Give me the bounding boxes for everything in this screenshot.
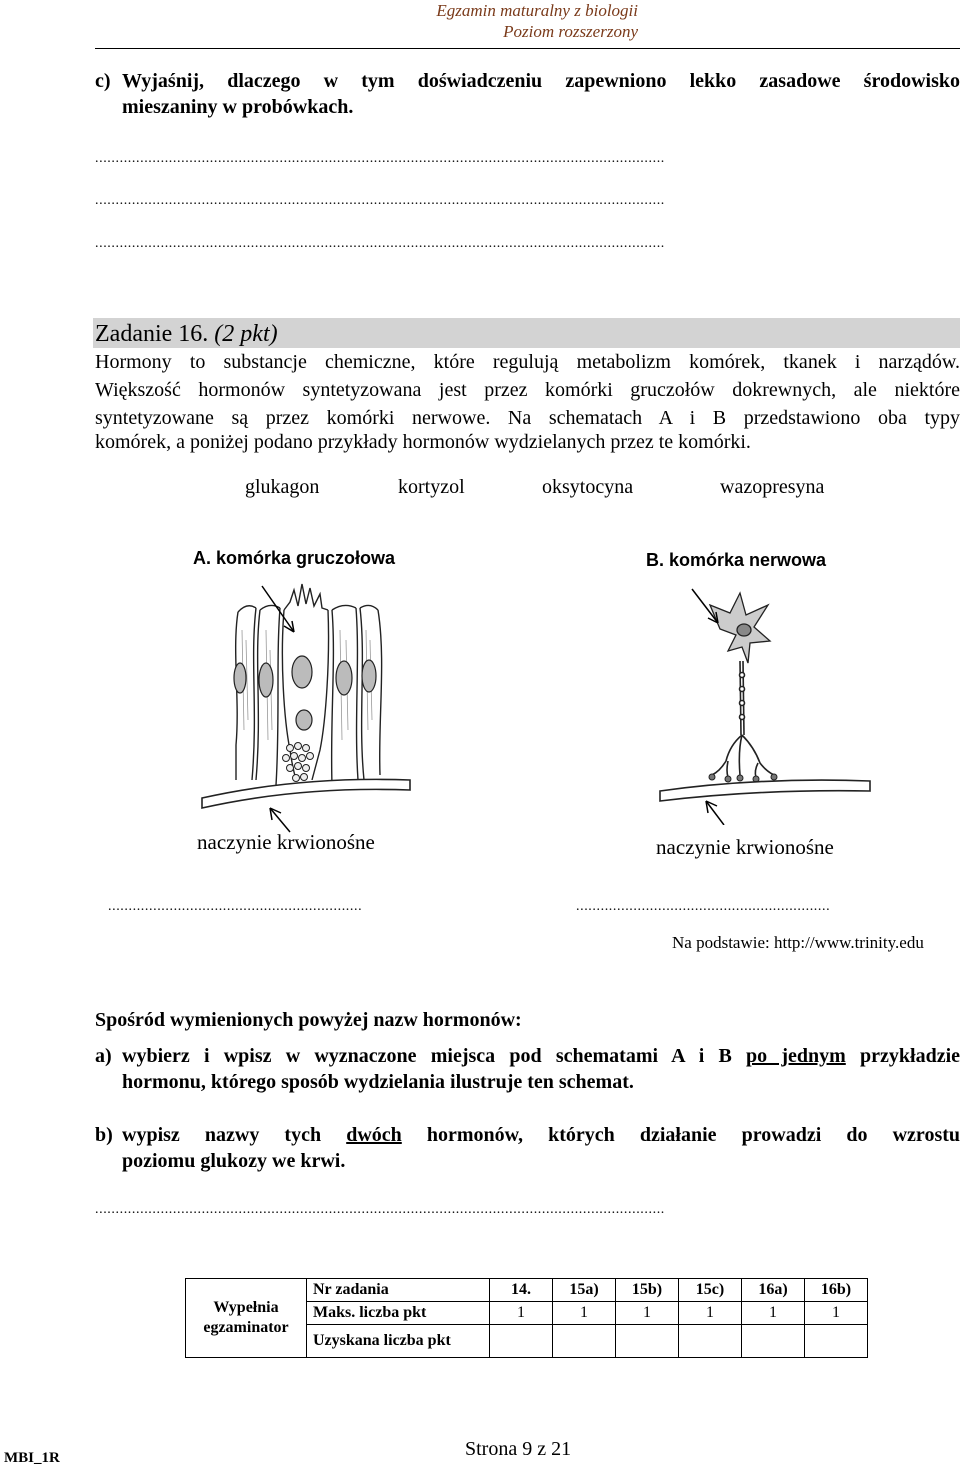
nerve-cell-diagram — [650, 585, 880, 825]
task-title — [95, 320, 278, 348]
examiner-label-1: Wypełnia — [213, 1299, 279, 1316]
instructions-intro: Spośród wymienionych powyżej nazw hormonów: — [95, 1009, 522, 1031]
question-c-line1: Wyjaśnij, dlaczego w tym doświadczeniu zapewniono lekko zasadowe środowisko — [122, 70, 960, 92]
answer-a-field[interactable]: .............................................................. — [108, 899, 363, 914]
examiner-cell — [186, 1279, 307, 1358]
answer-b-field[interactable]: .............................................................. — [576, 899, 831, 914]
instruction-b-line1 — [122, 1122, 960, 1148]
diagram-a-caption: A. komórka gruczołowa — [193, 548, 396, 568]
max-points-1: 1 — [490, 1302, 553, 1325]
task-paragraph-line-1: Hormony to substancje chemiczne, które regulują metabolizm komórek, tkanek i narządów. — [95, 351, 960, 373]
instruction-b-text: wypisz nazwy tych — [122, 1124, 322, 1146]
question-c-prefix: c) — [95, 70, 111, 92]
row-obtained-points-label: Uzyskana liczba pkt — [307, 1325, 490, 1358]
instruction-a-text: wybierz i wpisz w wyznaczone miejsca pod schematami A i B — [122, 1045, 732, 1067]
task-paragraph-line-4: komórek, a poniżej podano przykłady hormonów wydzielanych przez te komórki. — [95, 431, 751, 453]
instruction-a-line1 — [122, 1043, 960, 1069]
task-col-2: 15a) — [553, 1279, 616, 1302]
max-points-5: 1 — [742, 1302, 805, 1325]
diagram-a-vessel-label: naczynie krwionośne — [197, 830, 375, 854]
source-note: Na podstawie: http://www.trinity.edu — [672, 933, 924, 952]
task-col-4: 15c) — [679, 1279, 742, 1302]
hormone-4: wazopresyna — [720, 476, 825, 498]
score-table — [185, 1278, 868, 1358]
answer-line-3[interactable]: ........................................................................................................................................... — [95, 236, 665, 251]
page-number: Strona 9 z 21 — [465, 1438, 572, 1460]
hormone-3: oksytocyna — [542, 476, 634, 498]
row-task-number-label: Nr zadania — [307, 1279, 490, 1302]
question-c-line2: mieszaniny w probówkach. — [122, 96, 354, 118]
instruction-b-prefix: b) — [95, 1124, 113, 1146]
exam-title: Egzamin maturalny z biologii — [436, 1, 638, 20]
instruction-b-emphasis: dwóch — [346, 1124, 402, 1146]
examiner-label-2: egzaminator — [203, 1319, 289, 1336]
instruction-b-line2: poziomu glukozy we krwi. — [122, 1150, 346, 1172]
task-col-3: 15b) — [616, 1279, 679, 1302]
max-points-4: 1 — [679, 1302, 742, 1325]
hormone-2: kortyzol — [398, 476, 465, 498]
instruction-b-text-end: hormonów, których działanie prowadzi do wzrostu — [426, 1124, 960, 1146]
instruction-a-emphasis: po jednym — [746, 1045, 846, 1067]
instruction-a-prefix: a) — [95, 1045, 112, 1067]
obtained-points-1[interactable] — [490, 1325, 553, 1358]
task-paragraph-line-2: Większość hormonów syntetyzowana jest przez komórki gruczołów dokrewnych, ale niektóre — [95, 379, 960, 401]
header-rule — [95, 48, 960, 49]
row-max-points-label: Maks. liczba pkt — [307, 1302, 490, 1325]
exam-code: MBI_1R — [4, 1450, 60, 1466]
task-paragraph-line-3: syntetyzowane są przez komórki nerwowe. Na schematach A i B przedstawiono oba typy — [95, 407, 960, 429]
obtained-points-6[interactable] — [805, 1325, 868, 1358]
instruction-a-line2: hormonu, którego sposób wydzielania ilustruje ten schemat. — [122, 1071, 634, 1093]
task-col-1: 14. — [490, 1279, 553, 1302]
hormone-1: glukagon — [245, 476, 320, 498]
obtained-points-2[interactable] — [553, 1325, 616, 1358]
obtained-points-3[interactable] — [616, 1325, 679, 1358]
obtained-points-4[interactable] — [679, 1325, 742, 1358]
glandular-cell-diagram — [180, 580, 420, 835]
answer-line-2[interactable]: ........................................................................................................................................... — [95, 193, 665, 208]
obtained-points-5[interactable] — [742, 1325, 805, 1358]
answer-b-line[interactable]: ........................................................................................................................................... — [95, 1202, 665, 1217]
instruction-a-text-end: przykładzie — [860, 1045, 960, 1067]
task-points: (2 pkt) — [214, 321, 278, 347]
max-points-6: 1 — [805, 1302, 868, 1325]
task-col-5: 16a) — [742, 1279, 805, 1302]
diagram-b-caption: B. komórka nerwowa — [646, 550, 827, 570]
answer-line-1[interactable]: ........................................................................................................................................... — [95, 151, 665, 166]
task-number: Zadanie 16. — [95, 321, 209, 347]
max-points-3: 1 — [616, 1302, 679, 1325]
diagram-b-vessel-label: naczynie krwionośne — [656, 835, 834, 859]
max-points-2: 1 — [553, 1302, 616, 1325]
task-col-6: 16b) — [805, 1279, 868, 1302]
exam-level: Poziom rozszerzony — [503, 22, 638, 41]
